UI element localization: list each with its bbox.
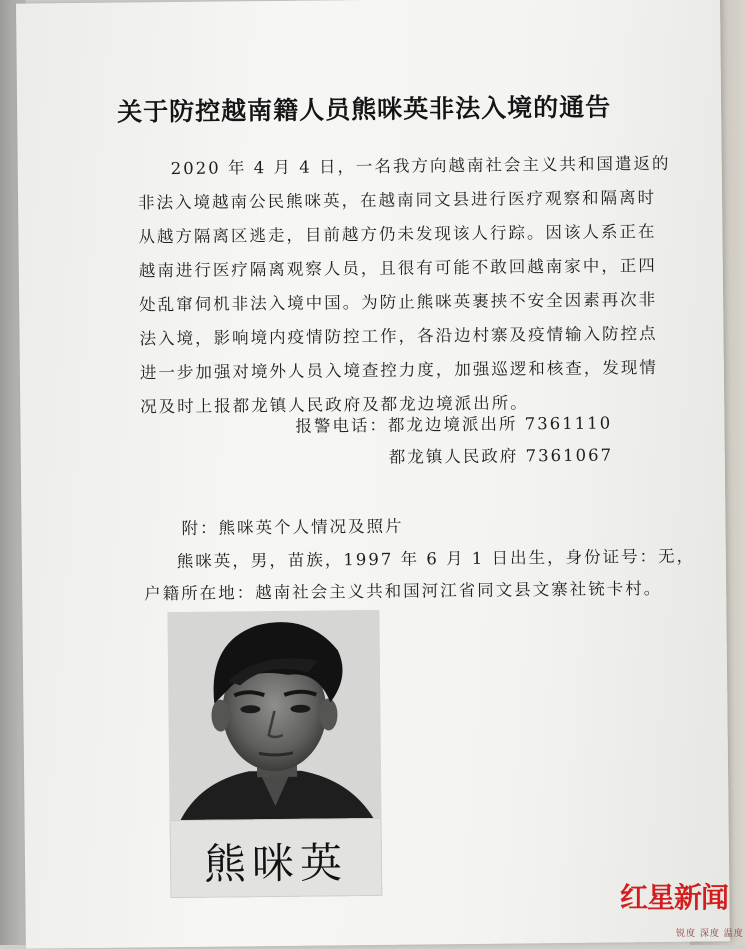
- police-phone-line: 报警电话：都龙边境派出所 7361110: [295, 413, 613, 436]
- body-line: 况及时上报都龙镇人民政府及都龙边境派出所。: [140, 393, 529, 417]
- body-line: 2020 年 4 月 4 日，一名我方向越南社会主义共和国遣返的: [170, 153, 671, 179]
- body-line: 进一步加强对境外人员入境查控力度，加强巡逻和核查，发现情: [139, 357, 658, 383]
- body-line: 从越方隔离区逃走，目前越方仍未发现该人行踪。因该人系正在: [138, 221, 657, 247]
- notice-body: [138, 147, 671, 424]
- portrait-image: [167, 610, 381, 822]
- portrait-photo: [167, 610, 381, 822]
- personal-info-line: 熊咪英，男，苗族，1997 年 6 月 1 日出生，身份证号：无，: [176, 546, 696, 572]
- photo-name-label: 熊咪英: [203, 838, 349, 889]
- watermark-logo: 红星新闻: [620, 881, 729, 914]
- body-line: 法入境，影响境内疫情防控工作，各沿边村寨及疫情输入防控点: [139, 323, 658, 349]
- attachment-heading: 附：熊咪英个人情况及照片: [181, 516, 404, 538]
- name-card: [170, 818, 383, 898]
- body-line: 非法入境越南公民熊咪英，在越南同文县进行医疗观察和隔离时: [138, 187, 657, 213]
- body-line: 处乱窜伺机非法入境中国。为防止熊咪英裹挟不安全因素再次非: [139, 289, 658, 315]
- notice-title: 关于防控越南籍人员熊咪英非法入境的通告: [117, 92, 612, 127]
- residence-line: 户籍所在地：越南社会主义共和国河江省同文县文寨社铳卡村。: [144, 578, 663, 604]
- notice-paper: [16, 0, 730, 949]
- government-phone-line: 都龙镇人民政府 7361067: [388, 445, 614, 467]
- news-watermark: [612, 876, 742, 942]
- watermark-slogan: 锐度 深度 温度: [676, 929, 744, 939]
- body-line: 越南进行医疗隔离观察人员，且很有可能不敢回越南家中，正四: [138, 255, 657, 281]
